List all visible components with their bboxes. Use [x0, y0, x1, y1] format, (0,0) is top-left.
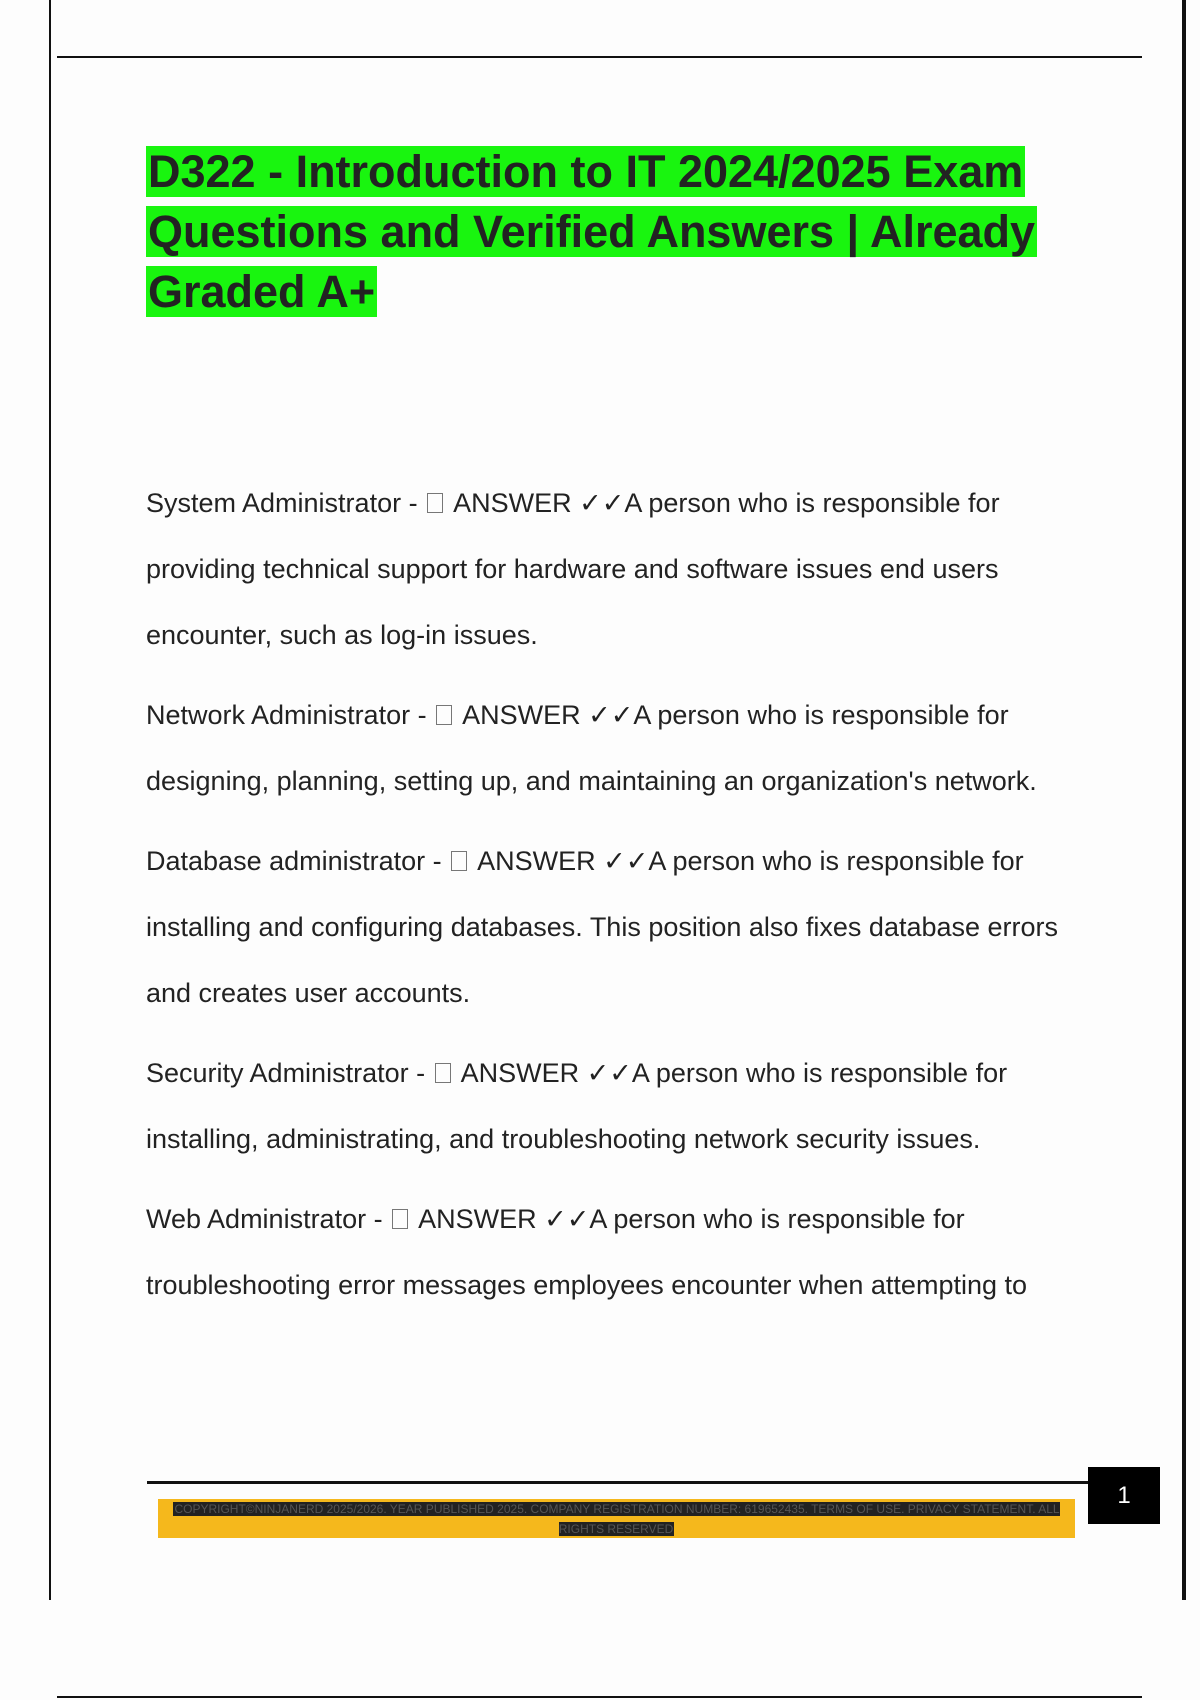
title-highlight: D322 - Introduction to IT 2024/2025 Exam Questions and Verified Answers | Already Graded A+	[148, 146, 1036, 317]
qa-entry: Web Administrator - ANSWER ✓✓A person who is responsible for troubleshooting error messages employees encounter when attempting to	[146, 1204, 1028, 1300]
footer-rule	[147, 1481, 1090, 1484]
qa-entry: System Administrator - ANSWER ✓✓A person who is responsible for providing technical support for hardware and software issues end users encounter, such as log-in issues.	[146, 488, 1000, 650]
entry-definition: A person who is responsible for providing technical support for hardware and software issues end users encounter, such as log-in issues.	[146, 488, 1000, 650]
entry-term: Security Administrator	[146, 1058, 409, 1088]
page-border-right	[1182, 0, 1186, 1600]
qa-entry: Network Administrator - ANSWER ✓✓A person who is responsible for designing, planning, setting up, and maintaining an organization's network.	[146, 700, 1037, 796]
answer-label: ANSWER ✓✓	[453, 488, 625, 518]
entry-term: System Administrator	[146, 488, 402, 518]
qa-list	[146, 470, 1106, 1332]
page-number: 1	[1088, 1467, 1160, 1524]
placeholder-box-icon	[427, 493, 443, 513]
entry-term: Network Administrator	[146, 700, 411, 730]
placeholder-box-icon	[451, 851, 467, 871]
document-title	[146, 142, 1106, 322]
entry-definition: A person who is responsible for installing and configuring databases. This position also fixes database errors and creates user accounts.	[146, 846, 1059, 1008]
entry-term: Database administrator	[146, 846, 426, 876]
entry-definition: A person who is responsible for troubleshooting error messages employees encounter when attempting to	[146, 1204, 1028, 1300]
page-border-left	[49, 0, 51, 1600]
copyright-banner	[158, 1499, 1075, 1538]
answer-label: ANSWER ✓✓	[460, 1058, 632, 1088]
next-page-rule	[57, 1696, 1142, 1698]
placeholder-box-icon	[435, 1063, 451, 1083]
answer-label: ANSWER ✓✓	[477, 846, 649, 876]
placeholder-box-icon	[392, 1209, 408, 1229]
placeholder-box-icon	[436, 705, 452, 725]
copyright-text: COPYRIGHT©NINJANERD 2025/2026. YEAR PUBLISHED 2025. COMPANY REGISTRATION NUMBER: 619652435. TERMS OF USE. PRIVACY STATEMENT. ALL RIGHTS RESERVED	[174, 1502, 1060, 1536]
qa-entry: Database administrator - ANSWER ✓✓A person who is responsible for installing and configuring databases. This position also fixes database errors and creates user accounts.	[146, 846, 1059, 1008]
answer-label: ANSWER ✓✓	[462, 700, 634, 730]
qa-entry: Security Administrator - ANSWER ✓✓A person who is responsible for installing, administrating, and troubleshooting network security issues.	[146, 1058, 1008, 1154]
entry-definition: A person who is responsible for installing, administrating, and troubleshooting network security issues.	[146, 1058, 1008, 1154]
entry-definition: A person who is responsible for designing, planning, setting up, and maintaining an organization's network.	[146, 700, 1037, 796]
answer-label: ANSWER ✓✓	[418, 1204, 590, 1234]
header-rule	[57, 56, 1142, 58]
entry-term: Web Administrator	[146, 1204, 367, 1234]
